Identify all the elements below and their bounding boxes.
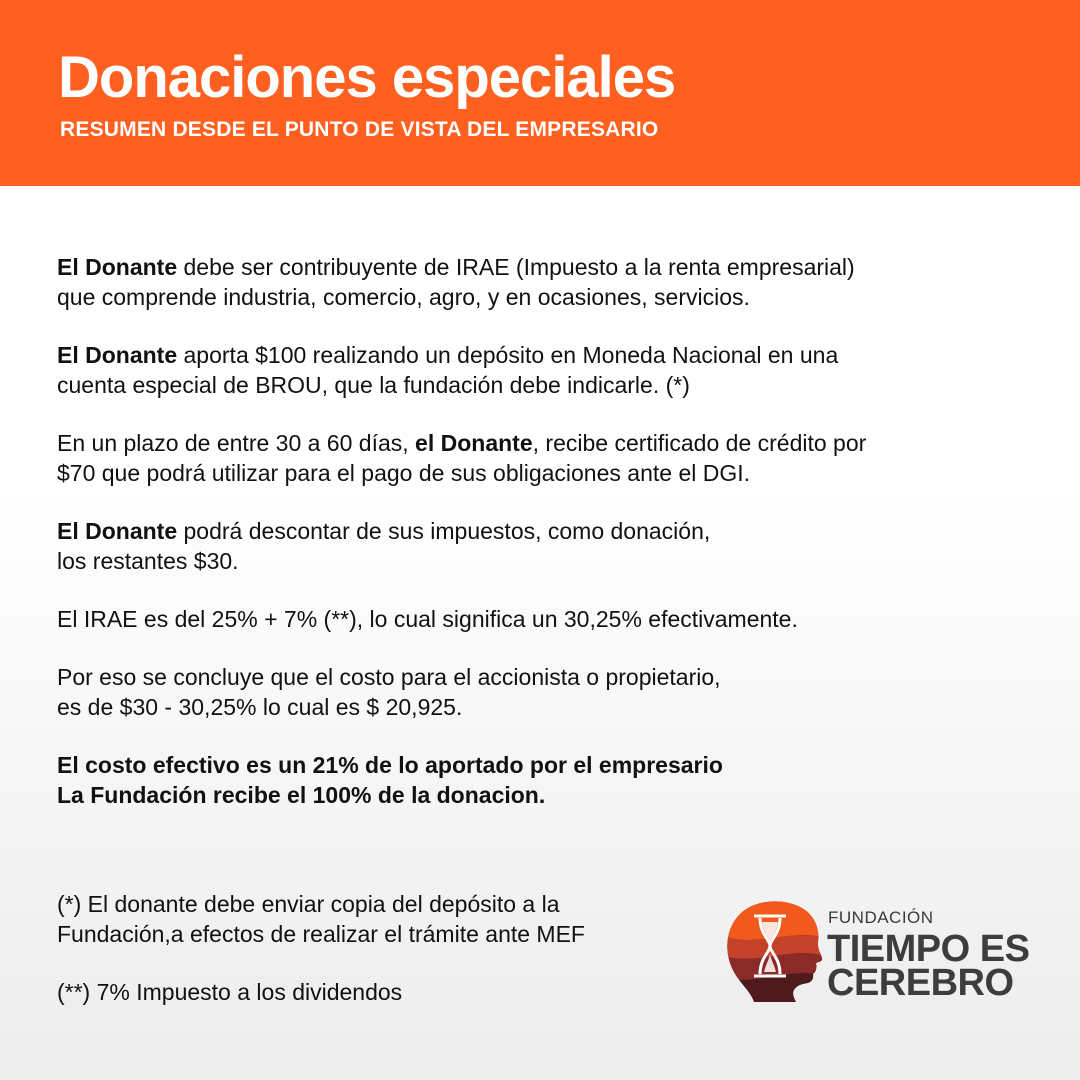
bold-text: El Donante — [57, 254, 178, 280]
text-line: Por eso se concluye que el costo para el accionista o propietario, — [57, 664, 721, 690]
paragraph-descuento — [57, 516, 1017, 576]
text-line: es de $30 - 30,25% lo cual es $ 20,925. — [57, 694, 463, 720]
text-line: , recibe certificado de crédito por — [532, 430, 867, 456]
bold-text: El Donante — [57, 518, 178, 544]
logo-name-line-2: CEREBRO — [827, 962, 1014, 1004]
paragraph-aporte — [57, 340, 1017, 400]
paragraph-certificado — [57, 428, 1017, 488]
footnote-2: (**) 7% Impuesto a los dividendos — [57, 979, 403, 1005]
footnotes — [57, 889, 697, 1007]
bold-text: El Donante — [57, 342, 178, 368]
paragraph-irae — [57, 604, 1017, 634]
text-line: cuenta especial de BROU, que la fundación debe indicarle. (*) — [57, 372, 690, 398]
header-banner — [0, 0, 1080, 186]
text-line: aporta $100 realizando un depósito en Moneda Nacional en una — [177, 342, 839, 368]
fundacion-logo — [724, 898, 1034, 1004]
head-hourglass-icon — [724, 898, 824, 1004]
paragraph-contribuyente — [57, 252, 1017, 312]
text-line: El costo efectivo es un 21% de lo aportado por el empresario — [57, 752, 723, 778]
main-content — [57, 252, 1017, 838]
text-line: La Fundación recibe el 100% de la donacion. — [57, 782, 546, 808]
page-subtitle: RESUMEN DESDE EL PUNTO DE VISTA DEL EMPRESARIO — [60, 118, 659, 141]
page-title: Donaciones especiales — [58, 45, 676, 110]
bold-text: el Donante — [415, 430, 533, 456]
text-line: debe ser contribuyente de IRAE (Impuesto a la renta empresarial) — [177, 254, 855, 280]
text-line: que comprende industria, comercio, agro, y en ocasiones, servicios. — [57, 284, 750, 310]
text-line: En un plazo de entre 30 a 60 días, — [57, 430, 416, 456]
logo-name-line-1: TIEMPO ES — [827, 928, 1030, 970]
text-line: los restantes $30. — [57, 548, 239, 574]
logo-fundacion-text: FUNDACIÓN — [828, 908, 934, 927]
text-line: El IRAE es del 25% + 7% (**), lo cual significa un 30,25% efectivamente. — [57, 606, 798, 632]
text-line: $70 que podrá utilizar para el pago de sus obligaciones ante el DGI. — [57, 460, 751, 486]
footnote-1-line-2: Fundación,a efectos de realizar el trámite ante MEF — [57, 921, 585, 947]
paragraph-conclusion — [57, 750, 1017, 810]
footnote-1-line-1: (*) El donante debe enviar copia del depósito a la — [57, 891, 560, 917]
paragraph-costo — [57, 662, 1017, 722]
text-line: podrá descontar de sus impuestos, como donación, — [177, 518, 711, 544]
